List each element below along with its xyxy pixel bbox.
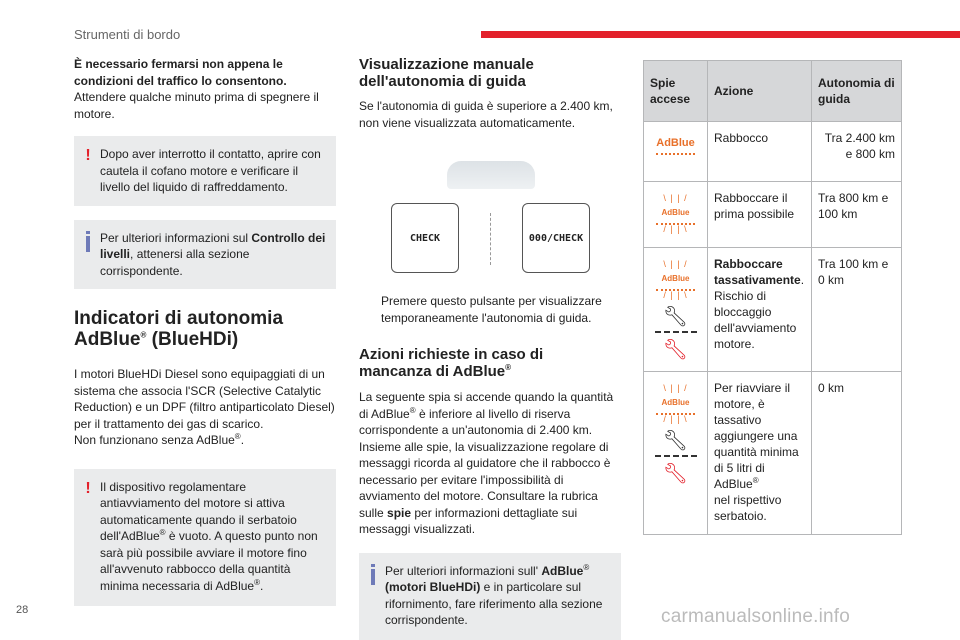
warning-note-antistart	[74, 469, 336, 607]
flash-rays-icon: \ | | /	[663, 383, 688, 393]
header-action: Azione	[708, 61, 812, 122]
messages-text-pre: Insieme alle spie, la visualizzazione regolare di messaggi ricorda al guidatore che il rabbocco è necessario per evitare l'impossibilità di avviamento del motore. Consultare la rubrica sulle	[359, 439, 611, 520]
info-note-post: , attenersi alla sezione corrispondente.	[100, 247, 250, 278]
check-button[interactable]: CHECK	[391, 203, 459, 273]
bluehdi-description	[74, 366, 336, 449]
registered-mark: ®	[140, 330, 147, 340]
adblue-logo-icon: AdBlue	[661, 398, 690, 407]
info-adblue-engines[interactable]: (motori BlueHDi)	[385, 580, 481, 594]
action-cell: Rabbocco	[708, 122, 812, 182]
info-note-levels	[74, 220, 336, 290]
adblue-flashing-wrench-icons	[644, 372, 708, 535]
illustration-divider	[490, 213, 491, 265]
reserve-text-a: La seguente spia si accende quando la quantità di AdBlue	[359, 390, 614, 421]
info-adblue-bold[interactable]: AdBlue	[541, 563, 584, 578]
action-text-b: nel rispettivo serbatoio.	[714, 493, 782, 523]
info-note-link[interactable]: Controllo dei livelli	[100, 230, 326, 261]
action-bold: Rabboccare tassativamente	[714, 257, 801, 287]
range-cell: Tra 2.400 km e 800 km	[812, 122, 902, 182]
section-title: Strumenti di bordo	[74, 27, 181, 42]
messages-text-post: per informazioni dettagliate sui messaggi visualizzati.	[359, 505, 578, 536]
table-header-row	[644, 61, 902, 122]
registered-mark: ®	[752, 476, 759, 485]
reserve-warning-paragraph	[359, 389, 621, 538]
wave-icon	[656, 151, 695, 155]
header-lights: Spie accese	[644, 61, 708, 122]
dashed-separator	[655, 455, 697, 457]
manual-range-text: Se l'autonomia di guida è superiore a 2.400 km, non viene visualizzata automaticamente.	[359, 99, 613, 130]
odometer-check-button[interactable]: 000/CHECK	[522, 203, 590, 273]
table-row	[644, 248, 902, 372]
heading-bluehdi: (BlueHDi)	[146, 329, 239, 350]
page-number: 28	[16, 604, 29, 616]
heading-adblue: AdBlue	[74, 329, 141, 350]
header-range: Autonomia di guida	[812, 61, 902, 122]
action-cell	[708, 248, 812, 372]
antistart-text-b: è vuoto. A questo punto non sarà più possibile avviare il motore fino all'avvenuto rabbocco della quantità minima necessaria di AdBlue	[100, 529, 318, 593]
header-accent-bar	[481, 31, 960, 38]
table-row	[644, 372, 902, 535]
dashed-separator	[655, 331, 697, 333]
warning-note-coolant	[74, 136, 336, 206]
manual-range-heading: Visualizzazione manuale dell'autonomia di guida	[359, 56, 534, 90]
range-cell: Tra 100 km e 0 km	[812, 248, 902, 372]
wrench-red-icon: 🔧︎	[662, 463, 689, 485]
intro-warning	[74, 56, 336, 122]
table-row	[644, 182, 902, 248]
missing-adblue-heading-line1: Azioni richieste in caso di	[359, 346, 544, 363]
adblue-steady-icon	[644, 122, 708, 182]
dashboard-check-illustration	[359, 153, 621, 283]
adblue-warning-table	[643, 60, 902, 535]
reserve-text-b: è inferiore al livello di riserva corrispondente a un'autonomia di 2.400 km.	[359, 406, 593, 437]
action-cell: Rabboccare il prima possibile	[708, 182, 812, 248]
table-row	[644, 122, 902, 182]
flash-rays-icon: / | | \	[663, 224, 688, 234]
period: .	[259, 578, 264, 593]
action-rest: Rischio di bloccaggio dell'avviamento motore.	[714, 289, 797, 351]
action-cell	[708, 372, 812, 535]
adblue-flashing-icon	[644, 182, 708, 248]
bullet-press-check	[359, 293, 621, 326]
instrument-cluster-graphic	[447, 161, 535, 189]
section-heading-adblue-indicators	[74, 308, 336, 350]
adblue-logo-icon: AdBlue	[656, 137, 695, 149]
intro-bold-text: È necessario fermarsi non appena le condizioni del traffico lo consentono.	[74, 57, 287, 88]
antistart-text-a: Il dispositivo regolamentare antiavviamento del motore si attiva automaticamente quando il serbatoio dell'AdBlue	[100, 479, 297, 543]
wrench-outline-icon: 🔧︎	[662, 306, 689, 328]
range-cell: Tra 800 km e 100 km	[812, 182, 902, 248]
info-note-pre: Per ulteriori informazioni sul	[100, 230, 252, 245]
period: .	[240, 433, 245, 447]
period: .	[800, 273, 805, 287]
registered-mark: ®	[234, 432, 241, 441]
column-left	[74, 56, 336, 606]
bluehdi-description-text: I motori BlueHDi Diesel sono equipaggiati di un sistema che associa l'SCR (Selective Catalytic Reduction) e un DPF (filtro antiparticolato Diesel) per il trattamento dei gas di scarico.	[74, 367, 335, 431]
flash-rays-icon: / | | \	[663, 290, 688, 300]
column-middle	[359, 56, 621, 640]
info-adblue-post: e in particolare sul rifornimento, fare riferimento alla sezione corrispondente.	[385, 580, 603, 627]
registered-mark: ®	[409, 405, 416, 415]
missing-adblue-heading	[359, 346, 621, 380]
adblue-logo-icon: AdBlue	[661, 274, 690, 283]
action-text-a: Per riavviare il motore, è tassativo aggiungere una quantità minima di 5 litri di AdBlue	[714, 381, 799, 491]
info-adblue-pre: Per ulteriori informazioni sull'	[385, 563, 542, 578]
spie-link[interactable]: spie	[387, 505, 412, 520]
heading-line1: Indicatori di autonomia	[74, 308, 284, 329]
registered-mark: ®	[159, 528, 166, 537]
bullet-press-check-text: Premere questo pulsante per visualizzare temporaneamente l'autonomia di guida.	[381, 294, 602, 325]
bluehdi-no-adblue: Non funzionano senza AdBlue	[74, 433, 235, 447]
flash-rays-icon: \ | | /	[663, 193, 688, 203]
range-cell: 0 km	[812, 372, 902, 535]
registered-mark: ®	[505, 363, 512, 372]
wrench-red-icon: 🔧︎	[662, 339, 689, 361]
adblue-logo-icon: AdBlue	[661, 208, 690, 217]
registered-mark: ®	[254, 577, 260, 587]
wrench-outline-icon: 🔧︎	[662, 430, 689, 452]
warning-note-text: Dopo aver interrotto il contatto, aprire con cautela il cofano motore e verificare il livello del liquido di raffreddamento.	[100, 147, 321, 194]
adblue-flashing-wrench-icons	[644, 248, 708, 372]
info-note-adblue	[359, 553, 621, 640]
warning-exclamation-icon: !	[85, 147, 91, 164]
flash-rays-icon: \ | | /	[663, 259, 688, 269]
intro-text: Attendere qualche minuto prima di spegnere il motore.	[74, 90, 319, 121]
watermark: carmanualsonline.info	[661, 606, 851, 627]
registered-mark: ®	[583, 562, 590, 572]
flash-rays-icon: / | | \	[663, 414, 688, 424]
missing-adblue-heading-line2: mancanza di AdBlue	[359, 363, 506, 380]
warning-exclamation-icon: !	[85, 479, 91, 497]
